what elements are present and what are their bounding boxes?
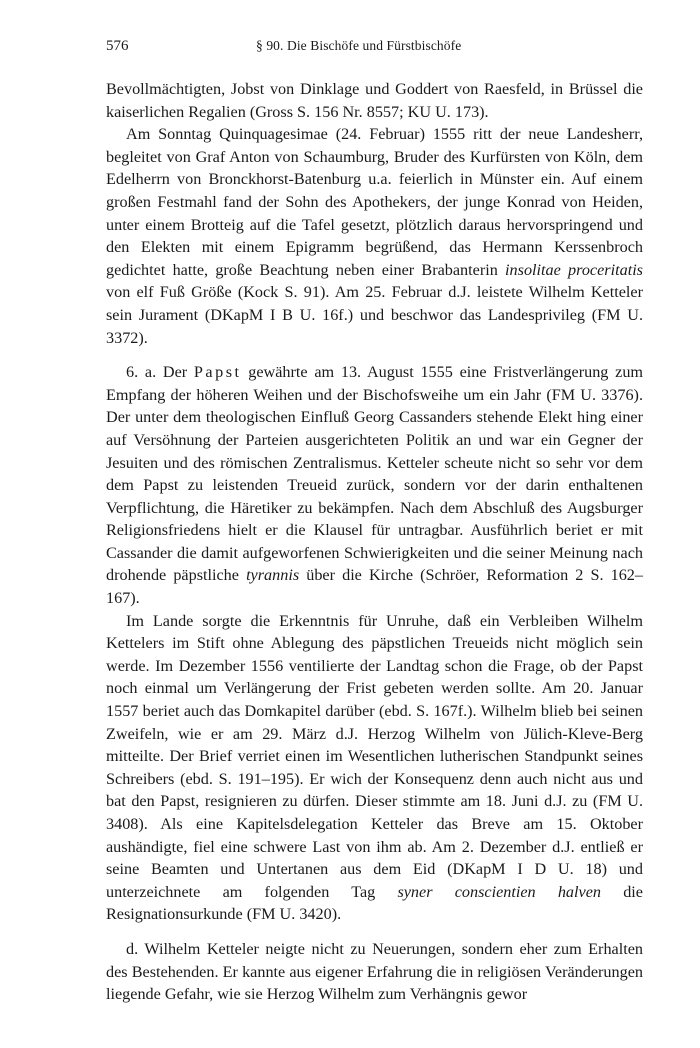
page-number: 576: [106, 38, 129, 54]
text-segment: Bevollmächtigten, Jobst von Dinklage und Goddert von Raesfeld, in Brüssel die kaiserlichen Regalien (Gross S. 156 Nr. 8557; KU U. 173).: [106, 80, 643, 121]
text-segment: über die Kirche (Schröer, Reformation 2 S. 162–167).: [106, 566, 643, 608]
page-header: [106, 38, 645, 60]
italic-phrase: insolitae proceritatis: [505, 260, 643, 279]
italic-phrase: tyrannis: [246, 566, 300, 585]
paragraph-4: [106, 610, 643, 926]
paragraph-1: [106, 78, 643, 123]
text-segment: die Resignationsurkunde (FM U. 3420).: [106, 882, 643, 924]
text-segment: gewährte am 13. August 1555 eine Fristverlängerung zum Empfang der höheren Weihen und der Bischofsweihe um ein Jahr (FM U. 3376). Der unter dem theologischen Einfluß Georg Cassanders stehende Elekt hing einer auf Versöhnung der Parteien ausgerichteten Politik an und war ein Gegner der Jesuiten und des römischen Zentralismus. Ketteler scheute nicht so sehr vor dem dem Papst zu leistenden Treueid zurück, sondern vor der darin enthaltenen Verpflichtung, die Häretiker zu bekämpfen. Nach dem Abschluß des Augsburger Religionsfriedens hielt er die Klausel für untragbar. Ausführlich beriet er mit Cassander die damit aufgeworfenen Schwierigkeiten und die seiner Meinung nach drohende päpstliche: [106, 363, 644, 585]
text-segment: von elf Fuß Größe (Kock S. 91). Am 25. Februar d.J. leistete Wilhelm Ketteler sein Jurament (DKapM I B U. 16f.) und beschwor das Landesprivileg (FM U. 3372).: [106, 283, 643, 347]
paragraph-2: [106, 123, 643, 349]
paragraph-5: [106, 938, 643, 1006]
paragraph-3: [106, 361, 643, 610]
spaced-emphasis: Papst: [193, 363, 242, 382]
text-segment: d. Wilhelm Ketteler neigte nicht zu Neuerungen, sondern eher zum Erhalten des Bestehenden. Er kannte aus eigener Erfahrung die in religiösen Veränderungen liegende Gefahr, wie sie Herzog Wilhelm zum Verhängnis gewor: [106, 939, 643, 1004]
text-segment: Im Lande sorgte die Erkenntnis für Unruhe, daß ein Verbleiben Wilhelm Kettelers im Stift ohne Ablegung des päpstlichen Treueids nicht möglich sein werde. Im Dezember 1556 ventilierte der Landtag schon die Frage, ob der Papst noch einmal um Verlängerung der Frist gebeten werden sollte. Am 20. Januar 1557 beriet auch das Domkapitel darüber (ebd. S. 167f.). Wilhelm blieb bei seinen Zweifeln, wie er am 29. März d.J. Herzog Wilhelm von Jülich-Kleve-Berg mitteilte. Der Brief verriet einen im Wesentlichen lutherischen Standpunkt seines Schreibers (ebd. S. 191–195). Er wich der Konsequenz denn auch nicht aus und bat den Papst, resignieren zu dürfen. Dieser stimmte am 18. Juni d.J. zu (FM U. 3408). Als eine Kapitelsdelegation Ketteler das Breve am 15. Oktober aushändigte, fiel eine schwere Last von ihm ab. Am 2. Dezember d.J. entließ er seine Beamten und Untertanen aus dem Eid (DKapM I D U. 18) und unterzeichnete am folgenden Tag: [106, 611, 643, 901]
running-title: § 90. Die Bischöfe und Fürstbischöfe: [256, 38, 462, 53]
text-segment: Am Sonntag Quinquagesimae (24. Februar) 1555 ritt der neue Landesherr, begleitet von Graf Anton von Schaumburg, Bruder des Kurfürsten von Köln, dem Edelherrn von Bronckhorst-Batenburg u.a. feierlich in Münster ein. Auf einem großen Festmahl fand der Sohn des Apothekers, der junge Konrad von Heiden, unter einem Brotteig auf die Tafel gesetzt, plötzlich daraus hervorspringend und den Elekten mit einem Epigramm begrüßend, das Hermann Kerssenbroch gedichtet hatte, große Beachtung neben einer Brabanterin: [106, 125, 643, 279]
body-text: [106, 78, 643, 1006]
italic-phrase: syner conscientien halven: [397, 882, 601, 901]
text-segment: 6. a. Der: [126, 363, 194, 382]
